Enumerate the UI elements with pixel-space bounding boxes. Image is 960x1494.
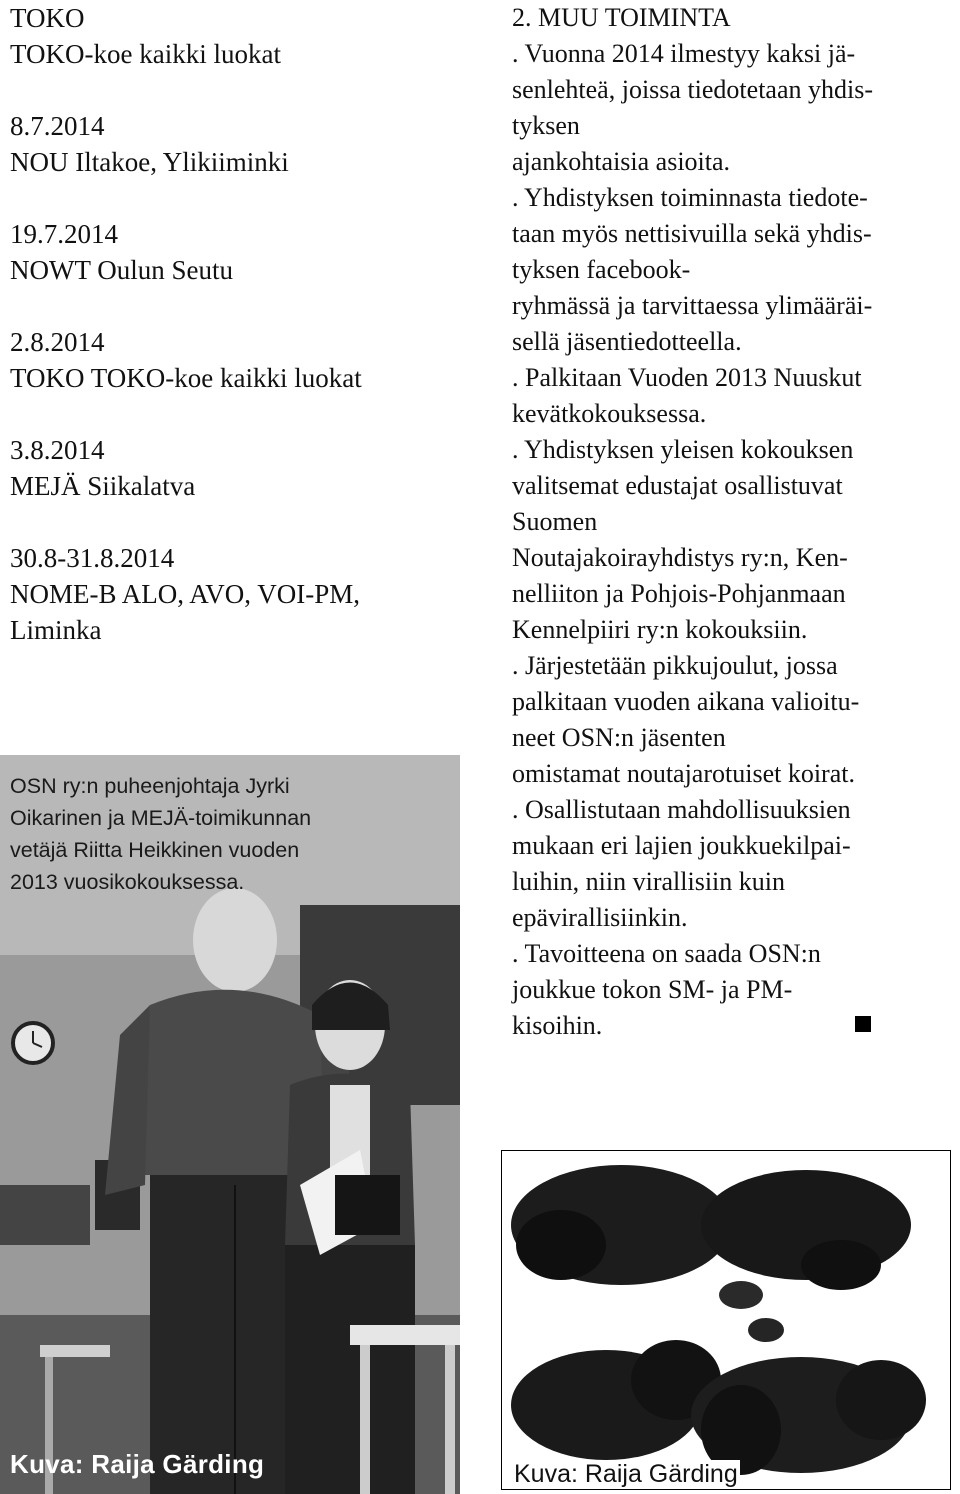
section-line: taan myös nettisivuilla sekä yhdis-: [512, 219, 872, 248]
section-line: ryhmässä ja tarvittaessa ylimääräi-: [512, 291, 873, 320]
section-line: . Yhdistyksen toiminnasta tiedote-: [512, 183, 868, 212]
event-date: 2.8.2014: [10, 327, 105, 357]
end-of-article-mark: [855, 1016, 871, 1032]
event-line: NOME-B ALO, AVO, VOI-PM,: [10, 579, 361, 609]
section-line: epävirallisiinkin.: [512, 903, 688, 932]
section-line: . Tavoitteena on saada OSN:n: [512, 939, 821, 968]
section-line: Noutajakoirayhdistys ry:n, Ken-: [512, 543, 848, 572]
section-line: nelliiton ja Pohjois-Pohjanmaan: [512, 579, 846, 608]
photo-credit: Kuva: Raija Gärding: [10, 1449, 265, 1479]
caption-line: vetäjä Riitta Heikkinen vuoden: [10, 838, 300, 862]
section-line: . Palkitaan Vuoden 2013 Nuuskut: [512, 363, 862, 392]
puppies-photo: [501, 1150, 951, 1490]
event-line: MEJÄ Siikalatva: [10, 471, 196, 501]
section-line: tyksen facebook-: [512, 255, 691, 284]
event-line: Liminka: [10, 615, 102, 645]
section-line: senlehteä, joissa tiedotetaan yhdis-: [512, 75, 874, 104]
event-date: 19.7.2014: [10, 219, 118, 249]
caption-line: OSN ry:n puheenjohtaja Jyrki: [10, 774, 290, 798]
section-line: ajankohtaisia asioita.: [512, 147, 731, 176]
event-date: 3.8.2014: [10, 435, 105, 465]
section-line: mukaan eri lajien joukkuekilpai-: [512, 831, 851, 860]
section-line: joukkue tokon SM- ja PM-: [512, 975, 793, 1004]
puppies-photo-illustration: [501, 1150, 951, 1490]
event-line: NOWT Oulun Seutu: [10, 255, 233, 285]
activities-section: [512, 0, 952, 1044]
event-line: TOKO-koe kaikki luokat: [10, 39, 281, 69]
section-heading: 2. MUU TOIMINTA: [512, 3, 731, 32]
section-line: Kennelpiiri ry:n kokouksiin.: [512, 615, 808, 644]
section-line: . Vuonna 2014 ilmestyy kaksi jä-: [512, 39, 856, 68]
photo-credit: Kuva: Raija Gärding: [514, 1460, 738, 1488]
event-line: TOKO: [10, 3, 85, 33]
section-line: luihin, niin virallisiin kuin: [512, 867, 785, 896]
event-line: NOU Iltakoe, Ylikiiminki: [10, 147, 289, 177]
section-line: kevätkokouksessa.: [512, 399, 707, 428]
section-line: valitsemat edustajat osallistuvat: [512, 471, 843, 500]
section-line: neet OSN:n jäsenten: [512, 723, 726, 752]
caption-line: Oikarinen ja MEJÄ-toimikunnan: [10, 806, 312, 830]
section-line: omistamat noutajarotuiset koirat.: [512, 759, 855, 788]
photo-caption: [10, 770, 450, 898]
event-date: 8.7.2014: [10, 111, 105, 141]
section-line: . Järjestetään pikkujoulut, jossa: [512, 651, 838, 680]
event-list: [10, 0, 470, 648]
section-line: Suomen: [512, 507, 598, 536]
section-line: tyksen: [512, 111, 580, 140]
section-line: kisoihin.: [512, 1011, 603, 1040]
event-line: TOKO TOKO-koe kaikki luokat: [10, 363, 362, 393]
event-date: 30.8-31.8.2014: [10, 543, 175, 573]
section-line: . Yhdistyksen yleisen kokouksen: [512, 435, 854, 464]
section-line: palkitaan vuoden aikana valioitu-: [512, 687, 860, 716]
section-line: sellä jäsentiedotteella.: [512, 327, 742, 356]
section-line: . Osallistutaan mahdollisuuksien: [512, 795, 851, 824]
caption-line: 2013 vuosikokouksessa.: [10, 870, 245, 894]
